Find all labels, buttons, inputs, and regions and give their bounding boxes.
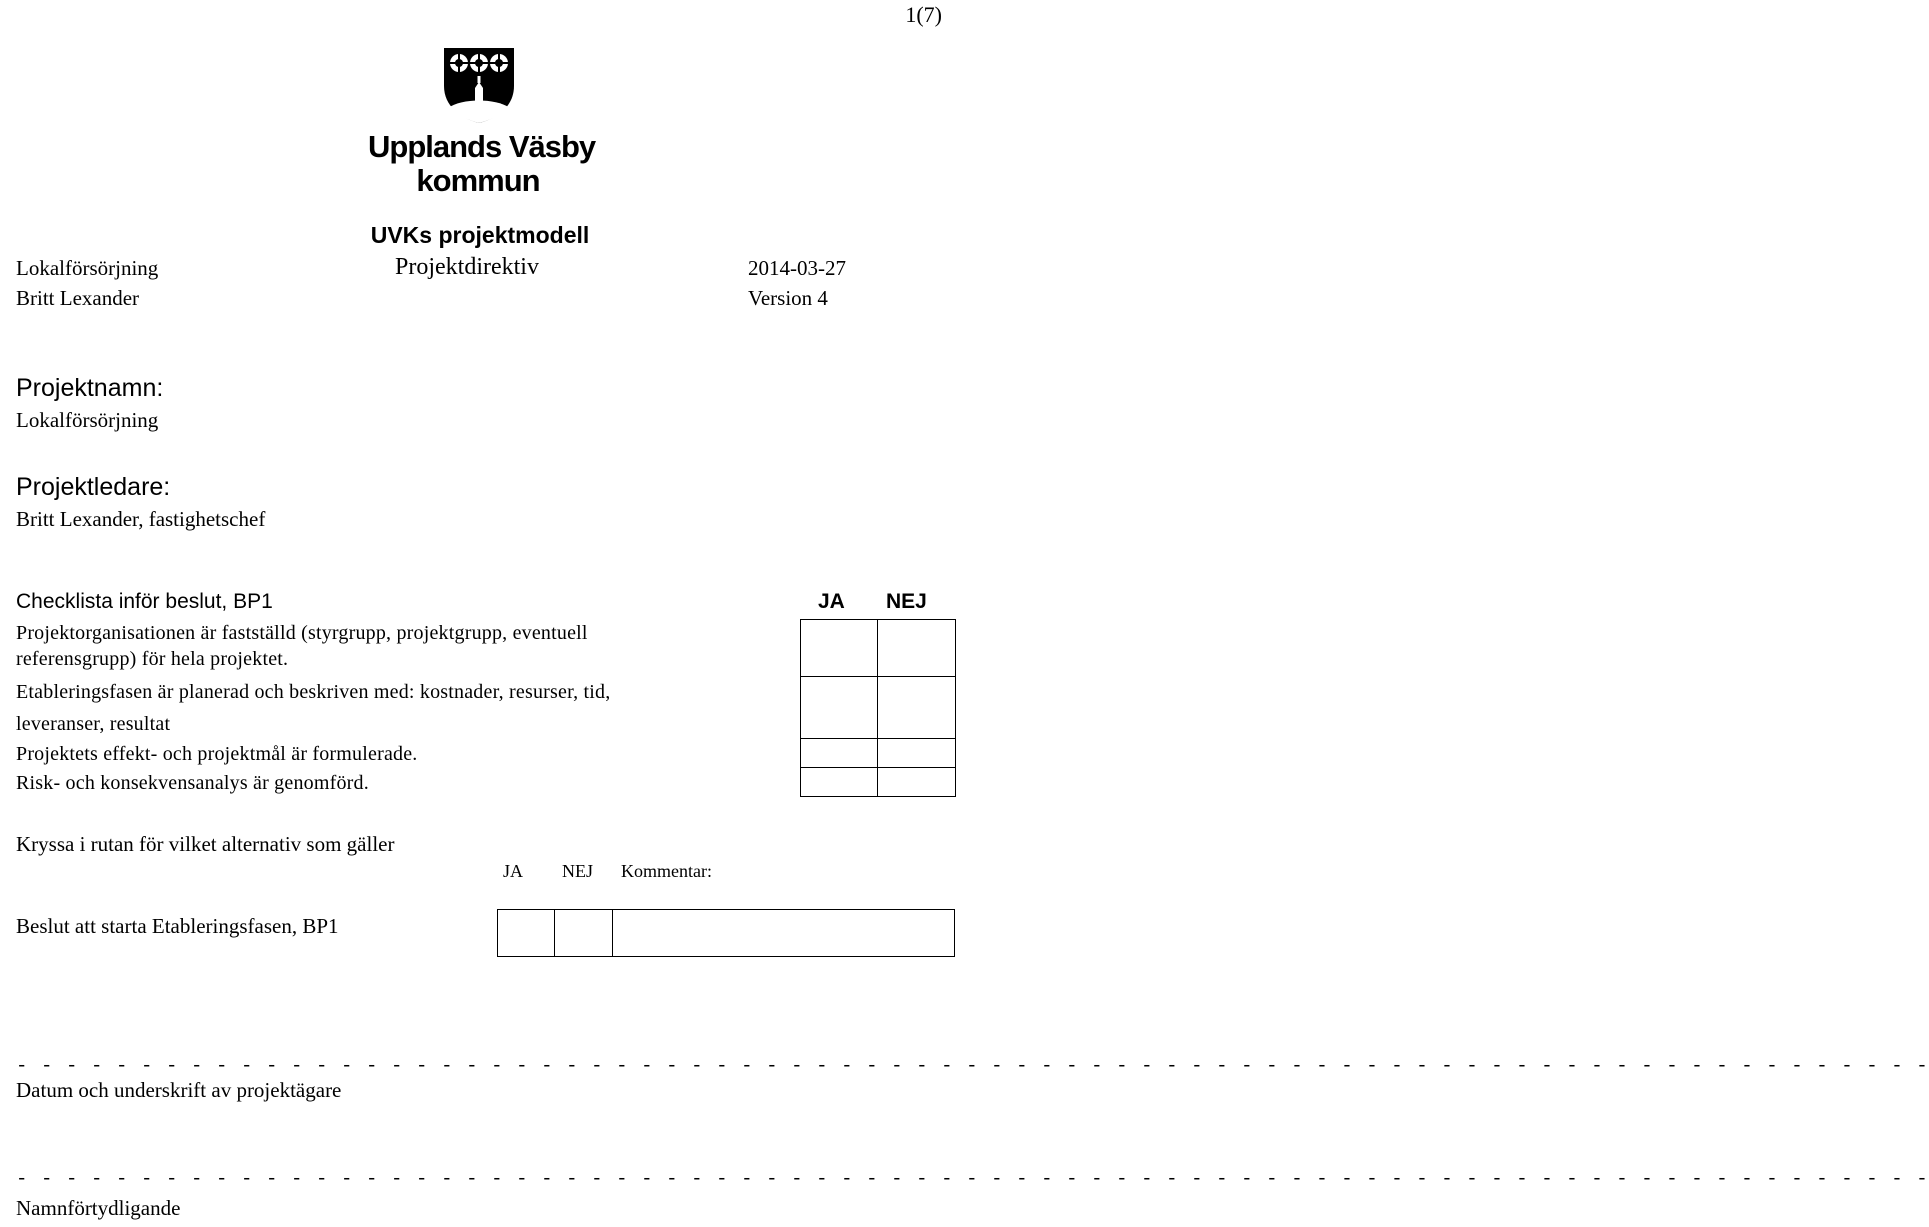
department: Lokalförsörjning bbox=[16, 256, 159, 280]
checklist-item-2-line1: Etableringsfasen är planerad och beskriven med: kostnader, resurser, tid, bbox=[16, 681, 611, 703]
decision-label: Beslut att starta Etableringsfasen, BP1 bbox=[16, 914, 339, 938]
project-leader-label: Projektledare: bbox=[16, 473, 171, 501]
checklist-item-1-line2: referensgrupp) för hela projektet. bbox=[16, 648, 289, 670]
checklist-item-3: Projektets effekt- och projektmål är formulerade. bbox=[16, 743, 418, 765]
checklist-checkbox-grid bbox=[800, 619, 956, 797]
project-name-label: Projektnamn: bbox=[16, 374, 164, 402]
name-clarification-label: Namnförtydligande bbox=[16, 1196, 181, 1220]
document-date: 2014-03-27 bbox=[748, 256, 846, 280]
checklist-col-no: NEJ bbox=[886, 590, 927, 613]
grid-row-divider bbox=[801, 767, 955, 768]
grid-row-divider bbox=[801, 676, 955, 677]
author: Britt Lexander bbox=[16, 286, 140, 310]
decision-col-no: NEJ bbox=[562, 861, 593, 881]
decision-instruction: Kryssa i rutan för vilket alternativ som gäller bbox=[16, 832, 395, 856]
version: Version 4 bbox=[748, 286, 828, 310]
coat-of-arms-icon bbox=[442, 46, 516, 129]
name-dash-line: - - - - - - - - - - - - - - - - - - - - - - - - - - - - - - - - - - - - - - - - - - - - - - - - - - - - - - - - - - - - - - - - - - - - - - - - - - - - - bbox=[16, 1168, 1929, 1190]
checklist-col-yes: JA bbox=[818, 590, 845, 613]
decision-col-yes: JA bbox=[503, 861, 524, 881]
decision-col-comment: Kommentar: bbox=[621, 861, 712, 881]
document-type: Projektdirektiv bbox=[395, 254, 539, 280]
signature-label: Datum och underskrift av projektägare bbox=[16, 1078, 342, 1102]
decision-checkbox-row bbox=[497, 909, 955, 957]
checklist-item-2-line2: leveranser, resultat bbox=[16, 713, 171, 735]
project-name-value: Lokalförsörjning bbox=[16, 408, 159, 432]
decision-divider bbox=[612, 910, 613, 956]
checklist-title: Checklista inför beslut, BP1 bbox=[16, 590, 273, 613]
logo-line2: kommun bbox=[416, 163, 540, 198]
page-number: 1(7) bbox=[905, 2, 942, 27]
model-title: UVKs projektmodell bbox=[370, 222, 590, 248]
organization-logo-text bbox=[368, 129, 596, 198]
logo-line1: Upplands Väsby bbox=[368, 129, 596, 164]
signature-dash-line: - - - - - - - - - - - - - - - - - - - - - - - - - - - - - - - - - - - - - - - - - - - - - - - - - - - - - - - - - - - - - - - - - - - - - - - - - - - - - bbox=[16, 1055, 1929, 1077]
checklist-item-1-line1: Projektorganisationen är fastställd (styrgrupp, projektgrupp, eventuell bbox=[16, 622, 588, 644]
grid-row-divider bbox=[801, 738, 955, 739]
decision-divider bbox=[554, 910, 555, 956]
grid-column-divider bbox=[877, 620, 878, 796]
project-leader-value: Britt Lexander, fastighetschef bbox=[16, 507, 266, 531]
checklist-item-4: Risk- och konsekvensanalys är genomförd. bbox=[16, 772, 369, 794]
